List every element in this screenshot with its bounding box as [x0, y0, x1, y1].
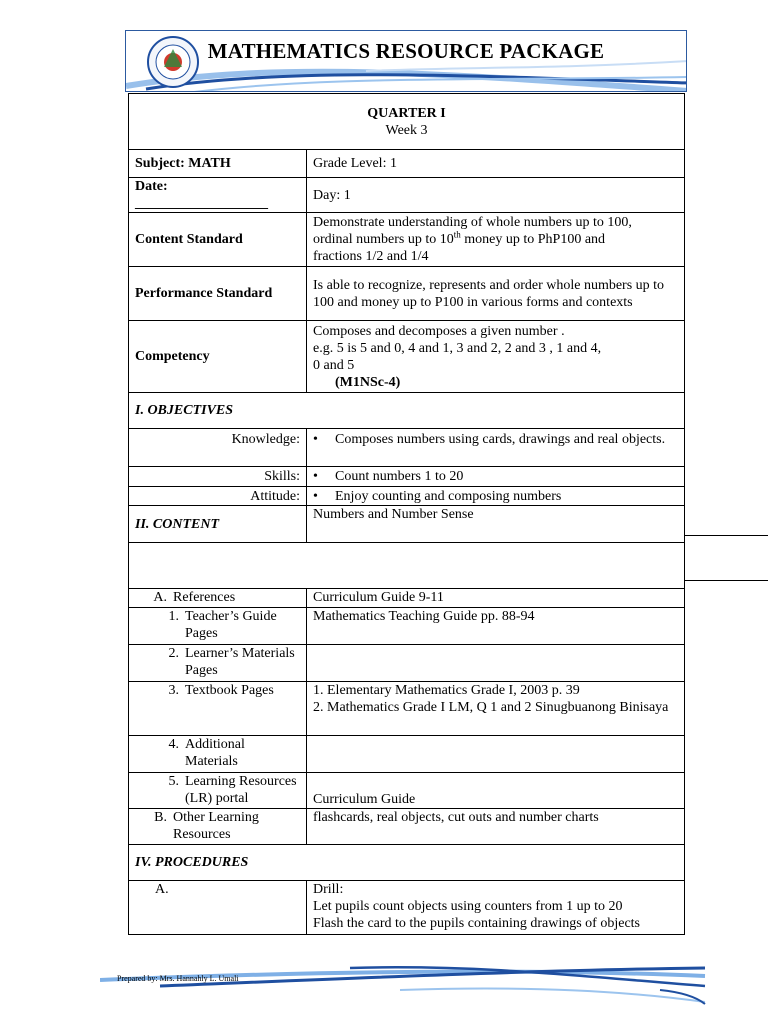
- procedure-a-value: Drill: Let pupils count objects using counters from 1 up to 20 Flash the card to the pupils containing drawings of objects: [307, 881, 685, 935]
- performance-standard-label: Performance Standard: [129, 267, 307, 321]
- knowledge-value: • Composes numbers using cards, drawings and real objects.: [307, 429, 685, 467]
- week-label: Week 3: [385, 122, 428, 138]
- additional-materials-value: [307, 736, 685, 773]
- objectives-heading: I. OBJECTIVES: [129, 393, 685, 429]
- lr-portal-label-cell: 5. Learning Resources (LR) portal: [129, 773, 307, 809]
- attitude-value: • Enjoy counting and composing numbers: [307, 487, 685, 506]
- references-label-cell: A. References: [129, 589, 307, 608]
- date-cell: Date: ___________________: [129, 178, 307, 213]
- content-heading: II. CONTENT: [129, 506, 307, 543]
- bullet-icon: •: [313, 469, 318, 484]
- knowledge-label: Knowledge:: [129, 429, 307, 467]
- day-cell: Day: 1: [307, 178, 685, 213]
- attitude-label: Attitude:: [129, 487, 307, 506]
- table-overflow-line: [685, 580, 768, 581]
- bullet-icon: •: [313, 488, 318, 504]
- blank-row: [129, 543, 685, 589]
- competency-value: Composes and decomposes a given number . e.g. 5 is 5 and 0, 4 and 1, 3 and 2, 2 and 3 , 1 and 4, 0 and 5 (M1NSc-4): [307, 321, 685, 393]
- competency-label: Competency: [129, 321, 307, 393]
- references-value: Curriculum Guide 9-11: [307, 589, 685, 608]
- content-value: Numbers and Number Sense: [307, 506, 685, 543]
- header-banner: [125, 30, 687, 92]
- subject-cell: Subject: MATH: [129, 150, 307, 178]
- grade-level-cell: Grade Level: 1: [307, 150, 685, 178]
- bullet-icon: •: [313, 432, 318, 447]
- additional-materials-label-cell: 4. Additional Materials: [129, 736, 307, 773]
- footer-swoosh-decoration: [100, 960, 710, 1010]
- prepared-by: Prepared by: Mrs. Hannahly L. Umali: [117, 974, 239, 983]
- textbook-label-cell: 3. Textbook Pages: [129, 682, 307, 736]
- teachers-guide-label-cell: 1. Teacher’s Guide Pages: [129, 608, 307, 645]
- quarter-cell: [129, 94, 685, 150]
- competency-code: (M1NSc-4): [335, 374, 401, 390]
- textbook-value: 1. Elementary Mathematics Grade I, 2003 p. 39 2. Mathematics Grade I LM, Q 1 and 2 Sinugbuanong Binisaya: [307, 682, 685, 736]
- procedures-heading: IV. PROCEDURES: [129, 845, 685, 881]
- skills-label: Skills:: [129, 467, 307, 487]
- content-standard-value: Demonstrate understanding of whole numbers up to 100, ordinal numbers up to 10th money up to PhP100 and fractions 1/2 and 1/4: [307, 213, 685, 267]
- lr-portal-value: Curriculum Guide: [307, 773, 685, 809]
- learners-materials-value: [307, 645, 685, 682]
- procedure-a-label: A.: [129, 881, 307, 935]
- teachers-guide-value: Mathematics Teaching Guide pp. 88-94: [307, 608, 685, 645]
- quarter-label: QUARTER I: [367, 105, 446, 121]
- other-resources-value: flashcards, real objects, cut outs and number charts: [307, 809, 685, 845]
- skills-value: • Count numbers 1 to 20: [307, 467, 685, 487]
- other-resources-label-cell: B. Other Learning Resources: [129, 809, 307, 845]
- package-title: MATHEMATICS RESOURCE PACKAGE: [207, 39, 605, 63]
- learners-materials-label-cell: 2. Learner’s Materials Pages: [129, 645, 307, 682]
- lesson-plan-table: [128, 93, 685, 935]
- performance-standard-value: Is able to recognize, represents and order whole numbers up to 100 and money up to P100 in various forms and contexts: [307, 267, 685, 321]
- table-overflow-line: [685, 535, 768, 536]
- content-standard-label: Content Standard: [129, 213, 307, 267]
